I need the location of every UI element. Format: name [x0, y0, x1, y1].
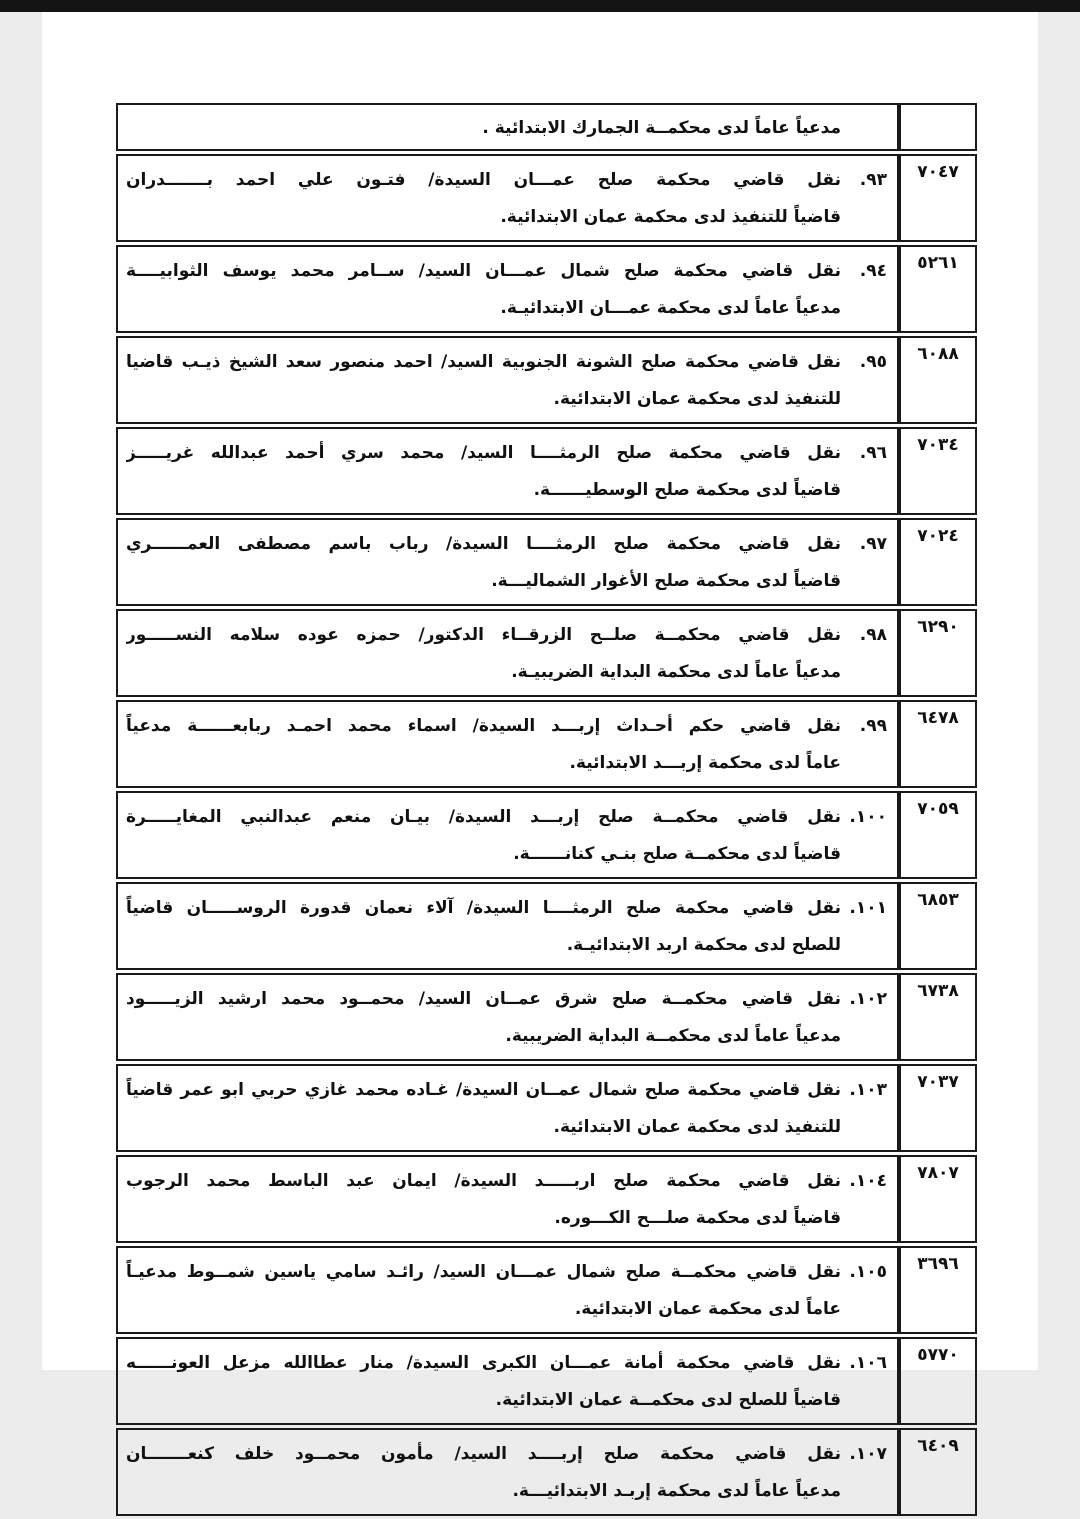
transfer-text-cell — [116, 336, 899, 424]
judge-number-cell: ٧٨٠٧ — [899, 1155, 977, 1243]
table-row — [116, 1337, 977, 1425]
transfer-destination-line: مدعياً عاماً لدى محكمة البداية الضريبيـة. — [511, 662, 841, 682]
transfer-line-2 — [126, 836, 887, 873]
transfer-text-line: نقل قاضي محكمة أمانة عمـــان الكبرى السيدة/ منار عطاالله مزعل العونــــــه — [126, 1353, 841, 1373]
sequence-number: ١٠٣. — [849, 1080, 887, 1100]
transfer-line-1 — [126, 1254, 887, 1291]
transfer-text-line: نقل قاضي محكمــة صلح إربـــد السيدة/ بيـان منعم عبدالنبي المغايـــــرة — [126, 807, 841, 827]
transfer-text-line: نقل قاضي محكمة صلح الرمثــــا السيدة/ رباب باسم مصطفى العمــــــري — [126, 534, 841, 554]
transfer-destination-line: قاضياً لدى محكمة صلـــح الكـــوره. — [554, 1208, 841, 1228]
transfer-destination-line: للصلح لدى محكمة اربد الابتدائيـة. — [566, 935, 841, 955]
table-row — [116, 154, 977, 242]
transfer-destination-line: مدعياً عاماً لدى محكمــة الجمارك الابتدائية . — [482, 118, 841, 138]
transfer-text-line: نقل قاضي محكمة صلح اربـــــد السيدة/ ايمان عبد الباسط محمد الرجوب — [126, 1171, 841, 1191]
transfer-destination-line: قاضياً لدى محكمة صلح الأغوار الشماليـــة. — [491, 571, 841, 591]
transfer-line-1 — [126, 526, 887, 563]
judge-number-cell: ٥٢٦١ — [899, 245, 977, 333]
transfer-text-cell — [116, 700, 899, 788]
judge-number-cell: ٥٧٧٠ — [899, 1337, 977, 1425]
judge-number-cell: ٧٠٥٩ — [899, 791, 977, 879]
transfer-line-1 — [126, 1345, 887, 1382]
judges-transfer-table — [116, 100, 977, 1519]
transfer-line-2 — [126, 654, 887, 691]
transfer-text-line: نقل قاضي محكمة صلح الرمثــــا السيدة/ آلاء نعمان قدورة الروســـــان قاضياً — [126, 898, 841, 918]
judge-number-cell: ٦٨٥٣ — [899, 882, 977, 970]
transfer-text-cell — [116, 154, 899, 242]
transfer-text-cell — [116, 609, 899, 697]
judge-number-cell: ٧٠٣٤ — [899, 427, 977, 515]
transfer-text-line: نقل قاضي حكم أحـداث إربـــد السيدة/ اسماء محمد احمـد ربابعــــــة مدعياً — [126, 716, 841, 736]
table-row — [116, 1246, 977, 1334]
transfer-line-1 — [126, 617, 887, 654]
transfer-line-2 — [126, 1018, 887, 1055]
judge-number-cell: ٦٤٧٨ — [899, 700, 977, 788]
transfer-line-2 — [126, 472, 887, 509]
transfer-line-2 — [126, 927, 887, 964]
sequence-number: ٩٣. — [859, 170, 887, 190]
table-row — [116, 700, 977, 788]
transfer-text-line: نقل قاضي محكمة صلح عمـــان السيدة/ فتـون علي احمد بـــــــدران — [126, 170, 841, 190]
transfer-line-2 — [126, 1382, 887, 1419]
transfer-line-1 — [126, 981, 887, 1018]
transfer-line-1 — [126, 253, 887, 290]
transfer-text-line: نقل قاضي محكمة صلح الرمثــــا السيد/ محمد سري أحمد عبدالله غريـــــز — [126, 443, 841, 463]
sequence-number: ٩٩. — [859, 716, 887, 736]
judge-number-cell: ٣٦٩٦ — [899, 1246, 977, 1334]
transfer-text-line: نقل قاضي محكمة صلح شمال عمـــان السيد/ ســامر محمد يوسف الثوابيــــة — [126, 261, 841, 281]
table-row — [116, 1064, 977, 1152]
transfer-text-line: نقل قاضي محكمــة صلح شرق عمــان السيد/ محمــود محمد ارشيد الزيـــــود — [126, 989, 841, 1009]
sequence-number: ١٠٤. — [849, 1171, 887, 1191]
transfer-destination-line: للتنفيذ لدى محكمة عمان الابتدائية. — [553, 1117, 841, 1137]
transfer-line-2 — [126, 1109, 887, 1146]
transfer-text-cell — [116, 791, 899, 879]
transfer-line-1 — [126, 344, 887, 381]
transfer-destination-line: قاضياً للصلح لدى محكمــة عمان الابتدائية. — [495, 1390, 841, 1410]
judge-number-cell: ٧٠٢٤ — [899, 518, 977, 606]
transfer-destination-line: مدعياً عاماً لدى محكمــة البداية الضريبية. — [505, 1026, 841, 1046]
sequence-number: ٩٤. — [859, 261, 887, 281]
transfer-line-1 — [126, 799, 887, 836]
transfer-text-cell — [116, 1064, 899, 1152]
sequence-number: ٩٧. — [859, 534, 887, 554]
transfer-line-2 — [126, 1200, 887, 1237]
transfer-destination-line: مدعياً عاماً لدى محكمة عمـــان الابتدائيـة. — [500, 298, 841, 318]
table-row — [116, 791, 977, 879]
sequence-number: ١٠٥. — [849, 1262, 887, 1282]
sequence-number: ١٠٠. — [849, 807, 887, 827]
transfer-destination-line: للتنفيذ لدى محكمة عمان الابتدائية. — [553, 389, 841, 409]
judge-number-cell: ٦٧٣٨ — [899, 973, 977, 1061]
transfer-destination-line: عاماً لدى محكمة عمان الابتدائية. — [574, 1299, 841, 1319]
table-row — [116, 336, 977, 424]
transfer-text-cell — [116, 1246, 899, 1334]
judge-number-cell: ٧٠٤٧ — [899, 154, 977, 242]
transfer-line-1 — [126, 890, 887, 927]
transfer-text-cell — [116, 973, 899, 1061]
table-body — [116, 103, 977, 1516]
transfer-line-1 — [126, 1436, 887, 1473]
transfers-table-wrap — [116, 100, 977, 1519]
transfer-destination-line: قاضياً للتنفيذ لدى محكمة عمان الابتدائية. — [500, 207, 841, 227]
transfer-text-line: نقل قاضي محكمة صلح إربــــد السيد/ مأمون محمــود خلف كنعـــــــان — [126, 1444, 841, 1464]
transfer-line-2 — [126, 1473, 887, 1510]
transfer-text-cell — [116, 103, 899, 151]
transfer-text-cell — [116, 882, 899, 970]
top-bar — [0, 0, 1080, 12]
transfer-line-1 — [126, 1072, 887, 1109]
sequence-number: ١٠٦. — [849, 1353, 887, 1373]
transfer-line-2 — [126, 1291, 887, 1328]
transfer-destination-line: قاضياً لدى محكمــة صلح بنـي كنانــــــة. — [513, 844, 841, 864]
table-row — [116, 973, 977, 1061]
transfer-line-2 — [126, 745, 887, 782]
transfer-destination-line: قاضياً لدى محكمة صلح الوسطيــــــة. — [533, 480, 841, 500]
transfer-line-2 — [126, 381, 887, 418]
table-row — [116, 1155, 977, 1243]
transfer-text-cell — [116, 427, 899, 515]
judge-number-cell: ٦٤٠٩ — [899, 1428, 977, 1516]
transfer-destination-line: عاماً لدى محكمة إربـــد الابتدائية. — [569, 753, 841, 773]
transfer-text-line: نقل قاضي محكمــة صلــح الزرقــاء الدكتور/ حمزه عوده سلامه النســـــور — [126, 625, 841, 645]
transfer-line-1 — [126, 1163, 887, 1200]
transfer-line-1 — [126, 435, 887, 472]
table-row — [116, 518, 977, 606]
table-row — [116, 427, 977, 515]
transfer-line-1 — [126, 162, 887, 199]
table-row — [116, 1428, 977, 1516]
transfer-text-cell — [116, 1155, 899, 1243]
sequence-number: ٩٥. — [859, 352, 887, 372]
transfer-destination-line: مدعياً عاماً لدى محكمة إربـد الابتدائيـــة. — [512, 1481, 841, 1501]
sequence-number: ٩٨. — [859, 625, 887, 645]
judge-number-cell: ٦٠٨٨ — [899, 336, 977, 424]
transfer-line-1 — [126, 708, 887, 745]
sequence-number: ١٠١. — [849, 898, 887, 918]
transfer-line-2 — [126, 563, 887, 600]
transfer-text-cell — [116, 518, 899, 606]
table-row — [116, 245, 977, 333]
judge-number-cell: ٧٠٣٧ — [899, 1064, 977, 1152]
transfer-text-line: نقل قاضي محكمة صلح الشونة الجنوبية السيد/ احمد منصور سعد الشيخ ذيـب قاضيا — [126, 352, 841, 372]
table-row — [116, 103, 977, 151]
transfer-line-2 — [126, 111, 887, 145]
sequence-number: ١٠٧. — [849, 1444, 887, 1464]
transfer-text-cell — [116, 1428, 899, 1516]
sequence-number: ١٠٢. — [849, 989, 887, 1009]
transfer-text-line: نقل قاضي محكمــة صلح شمال عمـــان السيد/ رائـد سامي ياسين شمــوط مدعيـاً — [126, 1262, 841, 1282]
table-row — [116, 609, 977, 697]
judge-number-cell: ٦٢٩٠ — [899, 609, 977, 697]
document-page — [42, 12, 1038, 1501]
transfer-text-cell — [116, 245, 899, 333]
judge-number-cell — [899, 103, 977, 151]
sequence-number: ٩٦. — [859, 443, 887, 463]
transfer-line-2 — [126, 290, 887, 327]
transfer-text-cell — [116, 1337, 899, 1425]
transfer-line-2 — [126, 199, 887, 236]
transfer-text-line: نقل قاضي محكمة صلح شمال عمــان السيدة/ غـاده محمد غازي حربي ابو عمر قاضياً — [126, 1080, 841, 1100]
table-row — [116, 882, 977, 970]
